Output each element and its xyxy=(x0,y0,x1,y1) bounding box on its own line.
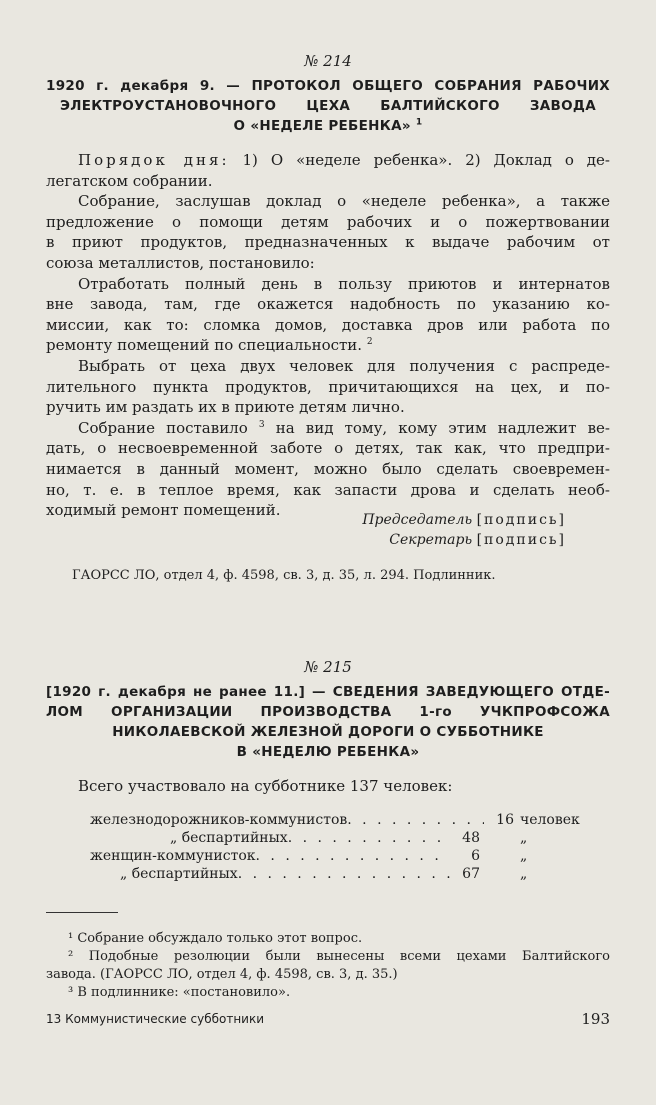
heading-line: В «НЕДЕЛЮ РЕБЕНКА» xyxy=(236,744,420,760)
row-value: 67 xyxy=(462,866,480,882)
heading-text: О «НЕДЕЛЕ РЕБЕНКА» xyxy=(233,118,411,134)
table-row xyxy=(90,811,590,829)
heading-line: ЭЛЕКТРОУСТАНОВОЧНОГО ЦЕХА БАЛТИЙСКОГО ЗАВОДА xyxy=(60,98,596,114)
archive-reference: ГАОРСС ЛО, отдел 4, ф. 4598, св. 3, д. 35, л. 294. Подлинник. xyxy=(72,568,496,583)
body-line: вне завода, там, где окажется надобность по указанию ко- xyxy=(46,295,610,314)
body-line: Собрание, заслушав доклад о «неделе ребенка», а также xyxy=(78,192,610,211)
body-line: Всего участвовало на субботнике 137 человек: xyxy=(78,777,453,795)
signature-mark: 13 Коммунистические субботники xyxy=(46,1012,265,1026)
row-unit: человек xyxy=(520,812,580,828)
row-value: 6 xyxy=(471,848,480,864)
row-label: „ беспартийных xyxy=(170,830,288,846)
body-line: Выбрать от цеха двух человек для получения с распреде- xyxy=(78,356,610,375)
heading-line: [1920 г. декабря не ранее 11.] — СВЕДЕНИЯ ЗАВЕДУЮЩЕГО ОТДЕ- xyxy=(46,684,610,700)
body-line: но, т. е. в теплое время, как запасти дрова и сделать необ- xyxy=(46,480,610,499)
footnotes xyxy=(46,930,610,1002)
row-label: женщин-коммунисток xyxy=(90,848,256,864)
heading-line: 1920 г. декабря 9. — ПРОТОКОЛ ОБЩЕГО СОБРАНИЯ РАБОЧИХ xyxy=(46,78,610,94)
body-line: нимается в данный момент, можно было сделать своевремен- xyxy=(46,459,610,478)
document-215-heading xyxy=(46,682,610,762)
body-line: союза металлистов, постановило: xyxy=(46,253,315,272)
body-line: дать, о несвоевременной заботе о детях, так как, что предпри- xyxy=(46,439,610,458)
heading-line: НИКОЛАЕВСКОЙ ЖЕЛЕЗНОЙ ДОРОГИ О СУББОТНИКЕ xyxy=(112,724,544,740)
body-line: предложение о помощи детям рабочих и о пожертвовании xyxy=(46,212,610,231)
body-line: ручить им раздать их в приюте детям лично. xyxy=(46,398,405,417)
footnote-2: ² Подобные резолюции были вынесены всеми цехами Балтийского xyxy=(68,949,610,964)
body-text: Собрание поставило xyxy=(78,418,248,437)
row-unit: „ xyxy=(520,866,528,882)
body-line xyxy=(46,418,610,439)
document-number-215: № 215 xyxy=(304,658,352,676)
body-line: в приют продуктов, предназначенных к выдаче рабочим от xyxy=(46,233,610,252)
row-unit: „ xyxy=(520,848,528,864)
leader-dots xyxy=(288,829,450,847)
footnote-3: ³ В подлиннике: «постановило». xyxy=(68,985,291,1000)
footnote-1: ¹ Собрание обсуждало только этот вопрос. xyxy=(68,931,363,946)
row-value: 16 xyxy=(496,812,514,828)
agenda-label: Порядок дня: xyxy=(78,151,230,169)
secretary-title: Секретарь xyxy=(389,532,473,548)
footnote-marker: 3 xyxy=(258,419,265,430)
leader-dots xyxy=(238,865,450,883)
leader-dots xyxy=(256,847,450,865)
page-number: 193 xyxy=(581,1010,610,1028)
body-line: ходимый ремонт помещений. xyxy=(46,501,281,520)
row-label: железнодорожников-коммунистов xyxy=(90,812,348,828)
body-line xyxy=(46,335,610,356)
heading-line: ЛОМ ОРГАНИЗАЦИИ ПРОИЗВОДСТВА 1-го УЧКПРОФСОЖА xyxy=(46,704,610,720)
body-line xyxy=(46,150,610,171)
chairman-title: Председатель xyxy=(362,512,473,528)
footnote-2-continued: завода. (ГАОРСС ЛО, отдел 4, ф. 4598, св. 3, д. 35.) xyxy=(46,967,398,982)
table-row xyxy=(90,847,590,865)
document-214-body xyxy=(46,150,610,521)
leader-dots xyxy=(347,811,484,829)
footnote-divider xyxy=(46,912,118,913)
body-line: миссии, как то: сломка домов, доставка дров или работа по xyxy=(46,315,610,334)
body-line: лительного пункта продуктов, причитающихся на цех, и по- xyxy=(46,377,610,396)
chairman-signature xyxy=(362,510,566,530)
body-line: Отработать полный день в пользу приютов и интернатов xyxy=(78,274,610,293)
signatures xyxy=(362,510,566,550)
heading-line xyxy=(46,116,610,136)
footnote-marker: 1 xyxy=(415,117,423,128)
agenda-items: 1) О «неделе ребенка». 2) Доклад о де- xyxy=(229,151,610,169)
row-label: „ беспартийных xyxy=(120,866,238,882)
row-unit: „ xyxy=(520,830,528,846)
participants-table xyxy=(90,811,590,883)
document-215-intro xyxy=(46,776,610,797)
secretary-signature xyxy=(362,530,566,550)
row-value: 48 xyxy=(462,830,480,846)
secretary-sign-placeholder: [подпись] xyxy=(476,532,566,548)
table-row xyxy=(90,829,590,847)
body-text: на вид тому, кому этим надлежит ве- xyxy=(264,418,610,437)
document-214-heading xyxy=(46,76,610,136)
footnote-marker: 2 xyxy=(366,337,373,348)
body-text: ремонту помещений по специальности. xyxy=(46,336,363,355)
table-row xyxy=(90,865,590,883)
chairman-sign-placeholder: [подпись] xyxy=(476,512,566,528)
body-line: легатском собрании. xyxy=(46,171,213,190)
document-number-214: № 214 xyxy=(304,52,352,70)
